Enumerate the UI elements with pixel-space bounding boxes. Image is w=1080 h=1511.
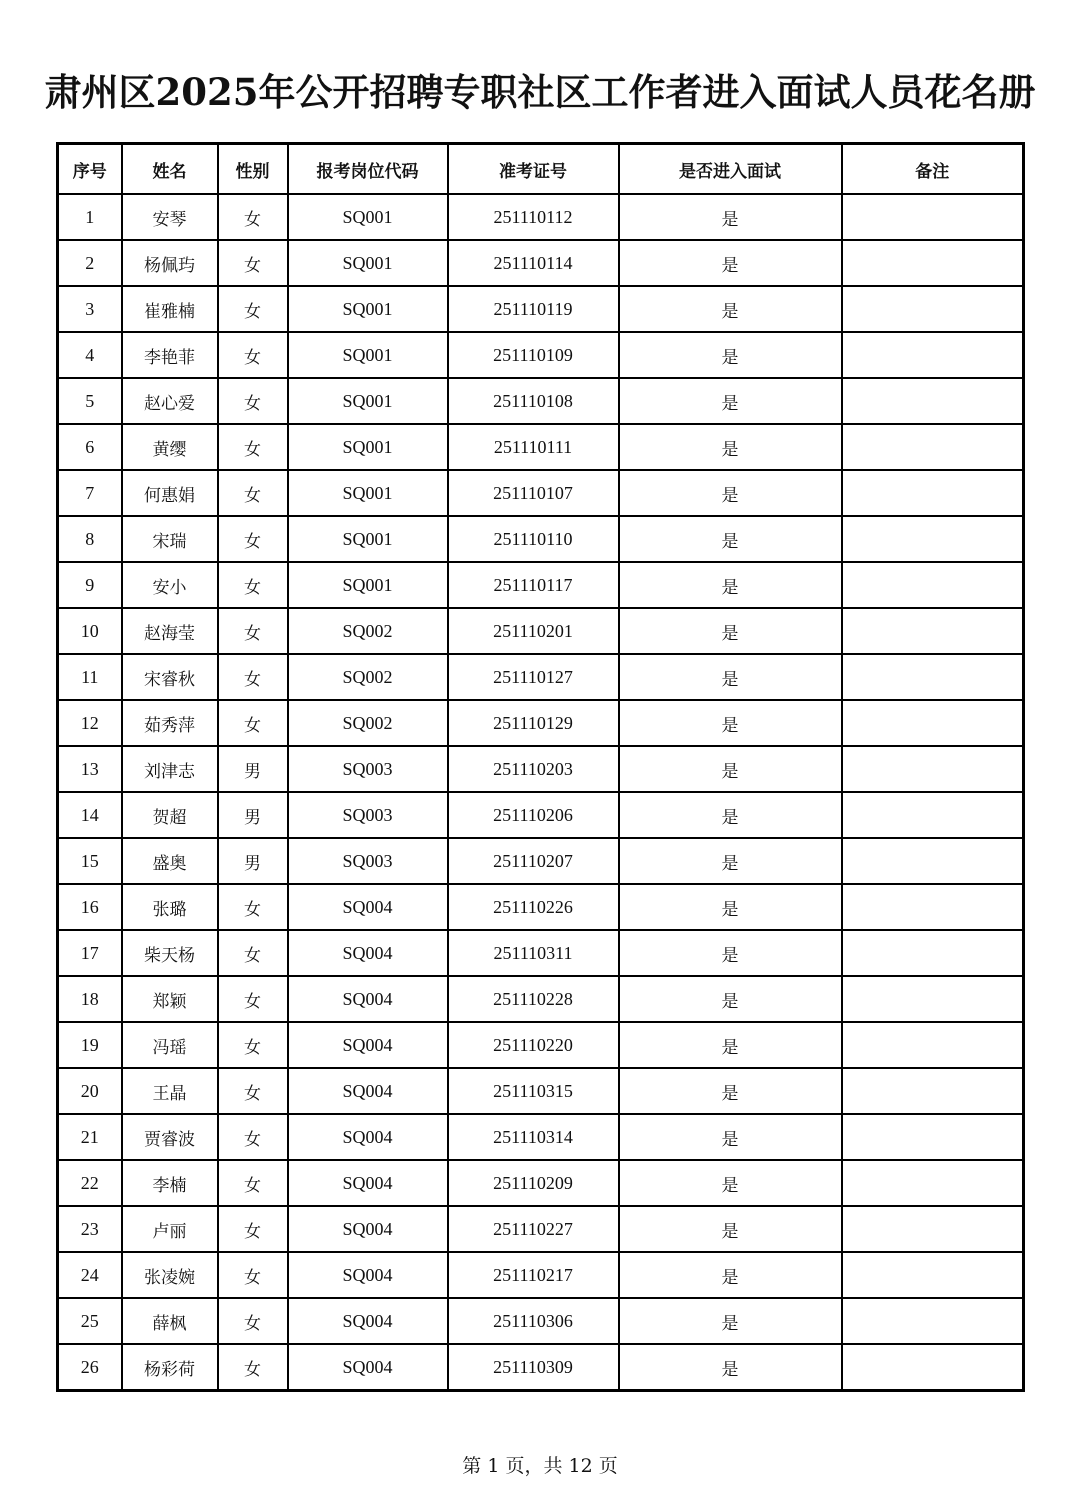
cell-name: 赵心爱	[122, 378, 218, 424]
cell-interview-status: 是	[619, 1068, 842, 1114]
cell-name: 薛枫	[122, 1298, 218, 1344]
cell-name: 何惠娟	[122, 470, 218, 516]
cell-serial: 13	[58, 746, 122, 792]
cell-name: 张璐	[122, 884, 218, 930]
cell-post-code: SQ004	[288, 1298, 448, 1344]
cell-admission-number: 251110220	[448, 1022, 619, 1068]
cell-serial: 10	[58, 608, 122, 654]
cell-remarks	[842, 286, 1024, 332]
cell-admission-number: 251110201	[448, 608, 619, 654]
cell-remarks	[842, 746, 1024, 792]
cell-name: 宋睿秋	[122, 654, 218, 700]
cell-admission-number: 251110226	[448, 884, 619, 930]
cell-name: 杨佩玙	[122, 240, 218, 286]
cell-gender: 女	[218, 286, 288, 332]
page-title: 肃州区2025年公开招聘专职社区工作者进入面试人员花名册	[44, 70, 1036, 114]
cell-serial: 6	[58, 424, 122, 470]
table-row	[58, 516, 1024, 562]
cell-gender: 女	[218, 378, 288, 424]
cell-gender: 女	[218, 1068, 288, 1114]
cell-name: 王晶	[122, 1068, 218, 1114]
cell-remarks	[842, 1160, 1024, 1206]
cell-interview-status: 是	[619, 884, 842, 930]
cell-interview-status: 是	[619, 286, 842, 332]
cell-name: 柴天杨	[122, 930, 218, 976]
cell-post-code: SQ001	[288, 470, 448, 516]
cell-remarks	[842, 1206, 1024, 1252]
cell-admission-number: 251110315	[448, 1068, 619, 1114]
cell-name: 崔雅楠	[122, 286, 218, 332]
table-row	[58, 930, 1024, 976]
cell-serial: 12	[58, 700, 122, 746]
table-row	[58, 332, 1024, 378]
cell-interview-status: 是	[619, 1022, 842, 1068]
cell-name: 贾睿波	[122, 1114, 218, 1160]
table-row	[58, 608, 1024, 654]
cell-serial: 5	[58, 378, 122, 424]
cell-name: 张凌婉	[122, 1252, 218, 1298]
cell-remarks	[842, 1252, 1024, 1298]
cell-gender: 女	[218, 470, 288, 516]
cell-gender: 女	[218, 654, 288, 700]
interview-roster-table	[56, 142, 1025, 1392]
cell-interview-status: 是	[619, 930, 842, 976]
table-row	[58, 470, 1024, 516]
cell-post-code: SQ003	[288, 792, 448, 838]
cell-gender: 女	[218, 1206, 288, 1252]
cell-admission-number: 251110306	[448, 1298, 619, 1344]
cell-post-code: SQ001	[288, 240, 448, 286]
cell-remarks	[842, 1068, 1024, 1114]
cell-serial: 15	[58, 838, 122, 884]
cell-remarks	[842, 562, 1024, 608]
cell-name: 贺超	[122, 792, 218, 838]
cell-gender: 女	[218, 884, 288, 930]
cell-gender: 女	[218, 1344, 288, 1391]
cell-remarks	[842, 884, 1024, 930]
cell-post-code: SQ004	[288, 1114, 448, 1160]
table-row	[58, 424, 1024, 470]
table-row	[58, 378, 1024, 424]
cell-serial: 16	[58, 884, 122, 930]
table-row	[58, 1206, 1024, 1252]
cell-gender: 女	[218, 608, 288, 654]
table-row	[58, 838, 1024, 884]
cell-post-code: SQ003	[288, 746, 448, 792]
cell-interview-status: 是	[619, 1252, 842, 1298]
cell-post-code: SQ004	[288, 1206, 448, 1252]
cell-remarks	[842, 194, 1024, 240]
cell-name: 黄缨	[122, 424, 218, 470]
cell-remarks	[842, 1298, 1024, 1344]
cell-interview-status: 是	[619, 976, 842, 1022]
table-row	[58, 1114, 1024, 1160]
cell-admission-number: 251110114	[448, 240, 619, 286]
cell-post-code: SQ004	[288, 930, 448, 976]
cell-serial: 11	[58, 654, 122, 700]
cell-admission-number: 251110107	[448, 470, 619, 516]
cell-remarks	[842, 424, 1024, 470]
cell-post-code: SQ001	[288, 562, 448, 608]
cell-name: 盛奥	[122, 838, 218, 884]
cell-admission-number: 251110209	[448, 1160, 619, 1206]
header-name: 姓名	[122, 144, 218, 195]
table-header-row	[58, 144, 1024, 195]
cell-interview-status: 是	[619, 838, 842, 884]
cell-serial: 18	[58, 976, 122, 1022]
cell-serial: 4	[58, 332, 122, 378]
cell-interview-status: 是	[619, 792, 842, 838]
cell-interview-status: 是	[619, 332, 842, 378]
cell-admission-number: 251110108	[448, 378, 619, 424]
cell-remarks	[842, 976, 1024, 1022]
cell-serial: 9	[58, 562, 122, 608]
header-gender: 性别	[218, 144, 288, 195]
table-row	[58, 562, 1024, 608]
cell-interview-status: 是	[619, 654, 842, 700]
cell-gender: 女	[218, 194, 288, 240]
cell-gender: 女	[218, 1022, 288, 1068]
cell-remarks	[842, 700, 1024, 746]
cell-gender: 女	[218, 1252, 288, 1298]
cell-admission-number: 251110112	[448, 194, 619, 240]
cell-remarks	[842, 930, 1024, 976]
cell-name: 李艳菲	[122, 332, 218, 378]
cell-gender: 女	[218, 240, 288, 286]
cell-interview-status: 是	[619, 746, 842, 792]
cell-name: 宋瑞	[122, 516, 218, 562]
cell-remarks	[842, 1022, 1024, 1068]
header-interview-status: 是否进入面试	[619, 144, 842, 195]
cell-admission-number: 251110110	[448, 516, 619, 562]
cell-gender: 女	[218, 424, 288, 470]
cell-remarks	[842, 608, 1024, 654]
cell-admission-number: 251110119	[448, 286, 619, 332]
header-remarks: 备注	[842, 144, 1024, 195]
cell-interview-status: 是	[619, 608, 842, 654]
cell-serial: 24	[58, 1252, 122, 1298]
cell-serial: 23	[58, 1206, 122, 1252]
table-body	[58, 194, 1024, 1391]
cell-admission-number: 251110309	[448, 1344, 619, 1391]
cell-post-code: SQ004	[288, 1252, 448, 1298]
table-row	[58, 1160, 1024, 1206]
cell-serial: 2	[58, 240, 122, 286]
header-serial: 序号	[58, 144, 122, 195]
cell-gender: 女	[218, 1298, 288, 1344]
table-row	[58, 1252, 1024, 1298]
cell-name: 李楠	[122, 1160, 218, 1206]
cell-admission-number: 251110207	[448, 838, 619, 884]
cell-post-code: SQ004	[288, 884, 448, 930]
table-row	[58, 194, 1024, 240]
cell-post-code: SQ002	[288, 654, 448, 700]
cell-serial: 21	[58, 1114, 122, 1160]
table-row	[58, 976, 1024, 1022]
cell-interview-status: 是	[619, 470, 842, 516]
cell-name: 安小	[122, 562, 218, 608]
cell-remarks	[842, 470, 1024, 516]
cell-post-code: SQ001	[288, 332, 448, 378]
cell-interview-status: 是	[619, 1206, 842, 1252]
table-row	[58, 654, 1024, 700]
cell-name: 刘津志	[122, 746, 218, 792]
cell-post-code: SQ001	[288, 424, 448, 470]
table-row	[58, 746, 1024, 792]
cell-post-code: SQ001	[288, 378, 448, 424]
cell-post-code: SQ001	[288, 286, 448, 332]
cell-gender: 女	[218, 562, 288, 608]
cell-remarks	[842, 1344, 1024, 1391]
cell-post-code: SQ002	[288, 608, 448, 654]
cell-name: 郑颖	[122, 976, 218, 1022]
cell-serial: 3	[58, 286, 122, 332]
table-row	[58, 1068, 1024, 1114]
cell-post-code: SQ004	[288, 1160, 448, 1206]
table-row	[58, 700, 1024, 746]
cell-post-code: SQ004	[288, 1344, 448, 1391]
cell-admission-number: 251110111	[448, 424, 619, 470]
cell-interview-status: 是	[619, 240, 842, 286]
cell-gender: 女	[218, 930, 288, 976]
cell-serial: 26	[58, 1344, 122, 1391]
cell-name: 卢丽	[122, 1206, 218, 1252]
cell-admission-number: 251110129	[448, 700, 619, 746]
cell-serial: 8	[58, 516, 122, 562]
header-post-code: 报考岗位代码	[288, 144, 448, 195]
table-row	[58, 792, 1024, 838]
cell-name: 杨彩荷	[122, 1344, 218, 1391]
cell-remarks	[842, 654, 1024, 700]
cell-post-code: SQ004	[288, 1068, 448, 1114]
cell-serial: 7	[58, 470, 122, 516]
cell-gender: 女	[218, 516, 288, 562]
cell-post-code: SQ001	[288, 194, 448, 240]
cell-serial: 19	[58, 1022, 122, 1068]
cell-post-code: SQ004	[288, 1022, 448, 1068]
cell-admission-number: 251110217	[448, 1252, 619, 1298]
cell-gender: 男	[218, 792, 288, 838]
cell-serial: 1	[58, 194, 122, 240]
cell-serial: 22	[58, 1160, 122, 1206]
table-row	[58, 1022, 1024, 1068]
cell-gender: 男	[218, 838, 288, 884]
cell-remarks	[842, 838, 1024, 884]
cell-remarks	[842, 792, 1024, 838]
cell-interview-status: 是	[619, 1344, 842, 1391]
cell-gender: 男	[218, 746, 288, 792]
cell-gender: 女	[218, 1160, 288, 1206]
table-row	[58, 1298, 1024, 1344]
cell-remarks	[842, 332, 1024, 378]
cell-admission-number: 251110227	[448, 1206, 619, 1252]
table-row	[58, 240, 1024, 286]
cell-admission-number: 251110117	[448, 562, 619, 608]
cell-interview-status: 是	[619, 378, 842, 424]
cell-interview-status: 是	[619, 562, 842, 608]
table-row	[58, 286, 1024, 332]
cell-remarks	[842, 1114, 1024, 1160]
cell-serial: 17	[58, 930, 122, 976]
cell-interview-status: 是	[619, 424, 842, 470]
cell-name: 安琴	[122, 194, 218, 240]
cell-post-code: SQ003	[288, 838, 448, 884]
cell-remarks	[842, 378, 1024, 424]
cell-interview-status: 是	[619, 1160, 842, 1206]
cell-admission-number: 251110203	[448, 746, 619, 792]
cell-gender: 女	[218, 976, 288, 1022]
cell-admission-number: 251110109	[448, 332, 619, 378]
cell-admission-number: 251110206	[448, 792, 619, 838]
cell-name: 赵海莹	[122, 608, 218, 654]
cell-remarks	[842, 240, 1024, 286]
cell-interview-status: 是	[619, 194, 842, 240]
cell-post-code: SQ001	[288, 516, 448, 562]
table-row	[58, 884, 1024, 930]
cell-serial: 25	[58, 1298, 122, 1344]
cell-admission-number: 251110127	[448, 654, 619, 700]
cell-admission-number: 251110311	[448, 930, 619, 976]
cell-serial: 20	[58, 1068, 122, 1114]
cell-name: 茹秀萍	[122, 700, 218, 746]
cell-admission-number: 251110314	[448, 1114, 619, 1160]
cell-serial: 14	[58, 792, 122, 838]
cell-gender: 女	[218, 332, 288, 378]
cell-interview-status: 是	[619, 700, 842, 746]
cell-interview-status: 是	[619, 1114, 842, 1160]
cell-gender: 女	[218, 700, 288, 746]
cell-interview-status: 是	[619, 516, 842, 562]
table-row	[58, 1344, 1024, 1391]
page-number-footer: 第 1 页，共 12 页	[462, 1455, 618, 1477]
cell-remarks	[842, 516, 1024, 562]
header-admission-number: 准考证号	[448, 144, 619, 195]
cell-interview-status: 是	[619, 1298, 842, 1344]
cell-post-code: SQ002	[288, 700, 448, 746]
cell-admission-number: 251110228	[448, 976, 619, 1022]
cell-name: 冯瑶	[122, 1022, 218, 1068]
cell-post-code: SQ004	[288, 976, 448, 1022]
cell-gender: 女	[218, 1114, 288, 1160]
